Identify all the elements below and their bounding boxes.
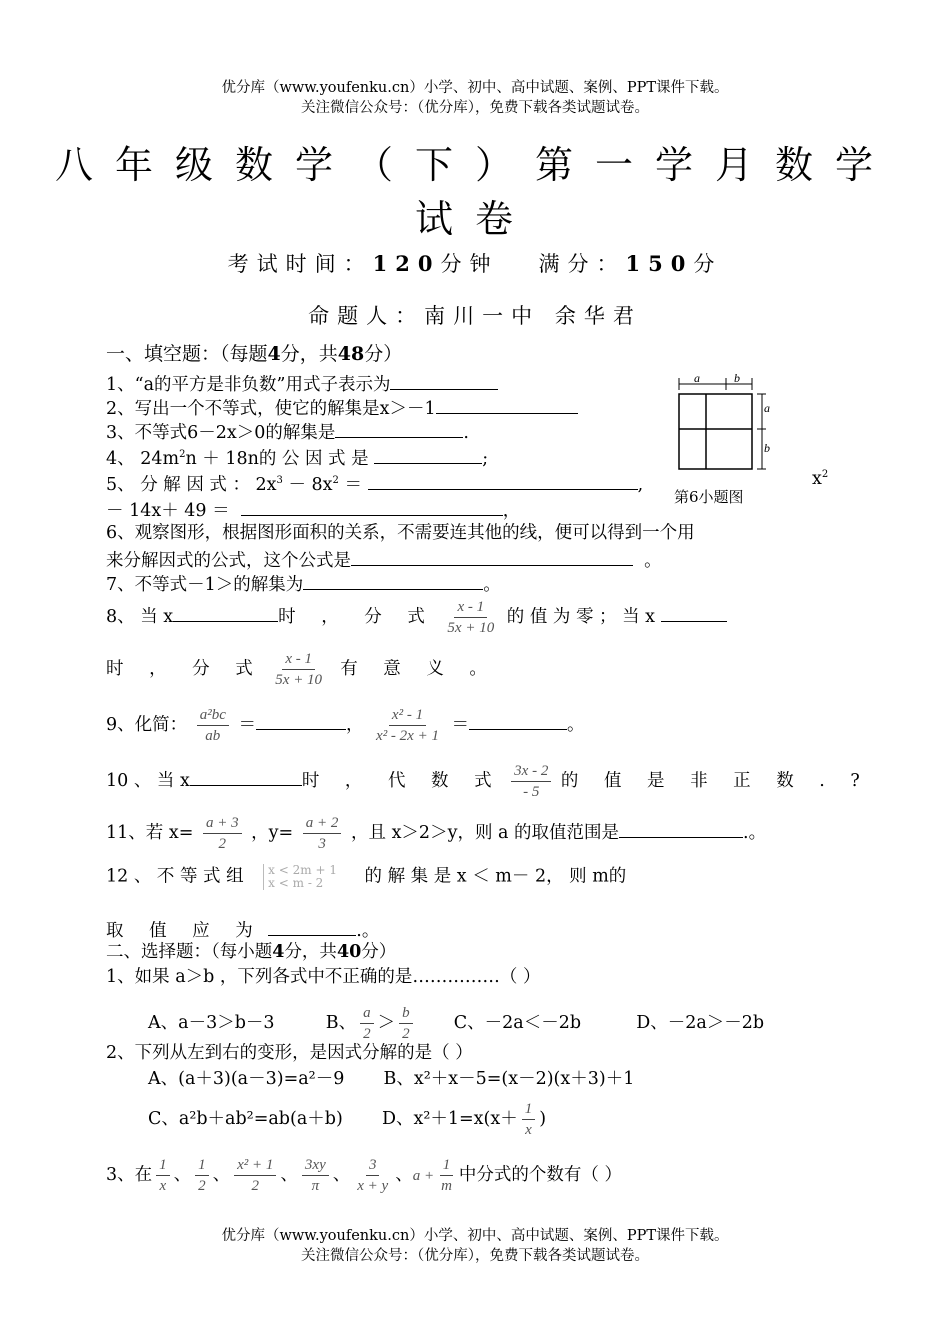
- answer-blank[interactable]: [173, 603, 278, 622]
- question-1-5-x2: $x^2$: [812, 469, 829, 489]
- square-figure: [672, 372, 792, 492]
- fraction: $\frac{x - 1}{5x + 10}$: [447, 599, 495, 636]
- question-1-10: 10 、 当 x 时 ， 代 数 式 $\frac{3x - 2}{- 5}$ 的 值 是 非 正 数 . ?: [106, 763, 870, 800]
- question-1-6: 6、观察图形，根据图形面积的关系，不需要连其他的线，便可以得到一个用: [106, 523, 695, 543]
- answer-blank[interactable]: [390, 371, 498, 390]
- time-unit: 分钟: [440, 252, 499, 276]
- answer-blank[interactable]: [268, 917, 356, 936]
- answer-blank[interactable]: [256, 711, 346, 730]
- question-1-12-cont: 取 值 应 为 .。: [106, 917, 379, 942]
- header-line-1: 优分库（www.youfenku.cn）小学、初中、高中试题、案例、PPT课件下载。: [221, 80, 729, 96]
- figure-label-a-side: a: [764, 401, 770, 415]
- score-label: 满分：: [538, 252, 626, 276]
- figure-caption: 第6小题图: [674, 488, 744, 506]
- question-2-2-options-cd: [148, 1100, 546, 1139]
- exam-info: [0, 248, 950, 278]
- answer-blank[interactable]: [469, 711, 567, 730]
- option-b[interactable]: B、x²＋x－5=(x－2)(x＋3)＋1: [383, 1069, 635, 1089]
- option-a[interactable]: A、(a＋3)(a－3)=a²－9: [148, 1069, 345, 1089]
- option-c[interactable]: C、a²b＋ab²=ab(a＋b): [148, 1109, 343, 1129]
- fraction: $\frac{x - 1}{5x + 10}$: [275, 651, 323, 688]
- answer-blank[interactable]: [619, 819, 743, 838]
- time-value: 120: [372, 251, 441, 276]
- fraction: $\frac{\text{x² - 1}}{\text{x² - 2x + 1}}$: [376, 707, 439, 744]
- figure-label-b: b: [734, 372, 740, 385]
- option-a[interactable]: A、a－3＞b－3: [148, 1013, 275, 1033]
- time-label: 考试时间：: [227, 252, 373, 276]
- question-1-7: 7、不等式－1＞的解集为 。: [106, 571, 501, 596]
- answer-blank[interactable]: [374, 445, 482, 464]
- question-1-2: 2、写出一个不等式，使它的解集是x＞－1: [106, 395, 578, 420]
- question-1-4: 4、 $24m^2n + 18n$的 公 因 式 是 ;: [106, 445, 488, 470]
- answer-blank[interactable]: [661, 603, 727, 622]
- fraction: $\frac{a + 3}{2}$: [203, 814, 242, 853]
- answer-blank[interactable]: [303, 571, 483, 590]
- footer-line-1: 优分库（www.youfenku.cn）小学、初中、高中试题、案例、PPT课件下载。: [221, 1228, 729, 1244]
- option-c[interactable]: C、－2a＜－2b: [453, 1013, 582, 1033]
- question-1-12: 12 、 不 等 式 组 x < 2m + 1 x < m - 2 的 解 集 是 x ＜ m－ 2， 则 m的: [106, 863, 627, 890]
- figure-label-a: a: [694, 372, 700, 385]
- inequality-system: x < 2m + 1 x < m - 2: [263, 864, 337, 890]
- answer-blank[interactable]: [351, 547, 633, 566]
- answer-blank[interactable]: [368, 471, 638, 490]
- fraction: $\frac{\text{a²bc}}{ab}$: [197, 706, 229, 745]
- question-1-5: 5、 分 解 因 式 ： $2x^3 - 8x^2$ ＝ ,: [106, 471, 643, 496]
- answer-blank[interactable]: [335, 419, 463, 438]
- figure-label-b-side: b: [764, 441, 770, 455]
- question-1-8-cont: 时 ， 分 式 $\frac{x - 1}{5x + 10}$ 有 意 义 。: [106, 651, 497, 688]
- question-2-1: 1、如果 a＞b ，下列各式中不正确的是……………（ ）: [106, 967, 541, 987]
- author: 命题人：南川一中 余华君: [308, 304, 642, 328]
- question-1-6-cont: 来分解因式的公式，这个公式是 。: [106, 547, 662, 572]
- page-title-line-2: 试卷: [414, 197, 535, 241]
- answer-blank[interactable]: [190, 767, 302, 786]
- footer-line-2: 关注微信公众号：（优分库），免费下载各类试题试卷。: [301, 1248, 649, 1264]
- section1-heading: 一、填空题：（每题4分，共48分）: [106, 343, 403, 365]
- question-1-3: 3、不等式6－2x＞0的解集是 .: [106, 419, 469, 444]
- question-2-2: 2、下列从左到右的变形，是因式分解的是（ ）: [106, 1043, 473, 1063]
- question-2-2-options-ab: [148, 1068, 634, 1090]
- score-unit: 分: [693, 252, 723, 276]
- option-b[interactable]: B、 $\frac{a}{2}$ ＞ $\frac{b}{2}$: [326, 1013, 417, 1033]
- fraction: $\frac{3x - 2}{- 5}$: [511, 762, 551, 801]
- answer-blank[interactable]: [436, 395, 578, 414]
- page-title-line-1: 八年级数学（下）第一学月数学: [54, 143, 895, 187]
- header-line-2: 关注微信公众号：（优分库），免费下载各类试题试卷。: [301, 100, 649, 116]
- answer-blank[interactable]: [241, 497, 503, 516]
- fraction: $\frac{a + 2}{3}$: [303, 814, 342, 853]
- option-d[interactable]: D、x²＋1=x(x＋ $\frac{1}{x}$ ): [381, 1101, 547, 1138]
- question-2-3: 3、在 $\frac{1}{x}$ 、 $\frac{1}{2}$ 、 $\frac{\text{x² + 1}}{2}$ 、 $\frac{3xy}{\pi}$ 、 $\frac{3}{x + y}$ 、a + $\frac{1}{m}$ 中分式的个数有（ ）: [106, 1157, 622, 1194]
- question-1-5-cont: － 14x＋ 49 ＝ ，: [106, 497, 520, 522]
- option-d[interactable]: D、－2a＞－2b: [636, 1013, 765, 1033]
- question-1-11: 11、若 x= $\frac{a + 3}{2}$ ，y= $\frac{a + 2}{3}$ ，且 x＞2＞y，则 a 的取值范围是 .。: [106, 815, 767, 852]
- section2-heading: 二、选择题：（每小题4分，共40分）: [106, 942, 397, 962]
- question-1-8: 8、 当 x 时 ， 分 式 $\frac{x - 1}{5x + 10}$ 的 值 为 零 ； 当 x: [106, 598, 727, 637]
- question-1-1: 1、“a的平方是非负数”用式子表示为: [106, 371, 498, 396]
- question-2-1-options: [148, 1004, 764, 1043]
- score-value: 150: [625, 251, 694, 276]
- question-1-9: 9、化简： $\frac{\text{a²bc}}{ab}$ ＝ ， $\frac{\text{x² - 1}}{\text{x² - 2x + 1}}$ ＝ 。: [106, 707, 585, 744]
